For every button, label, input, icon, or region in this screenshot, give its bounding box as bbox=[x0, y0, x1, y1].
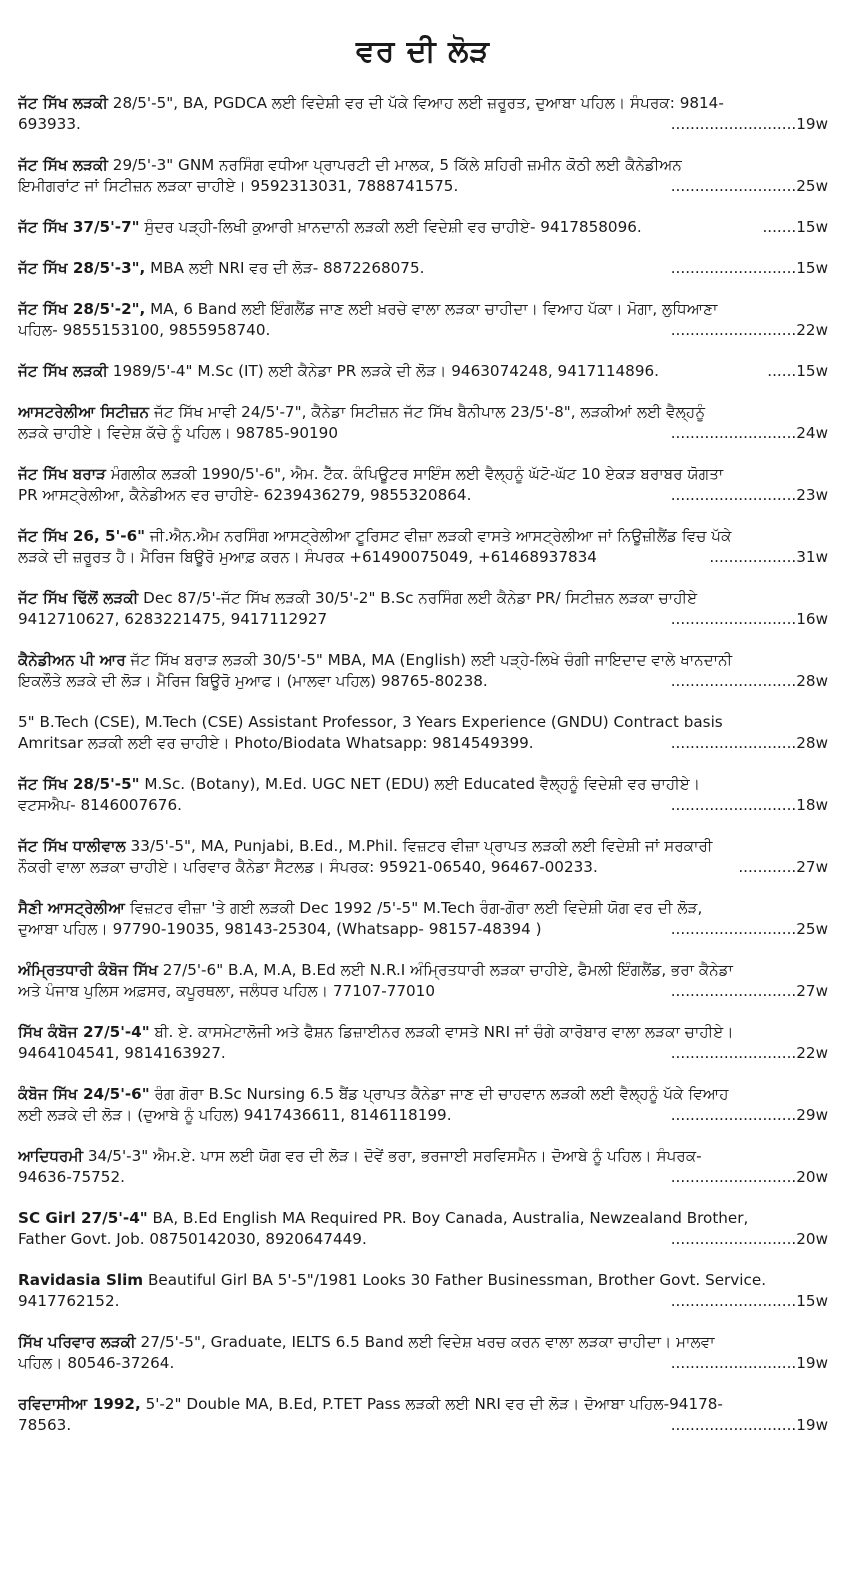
ad-code: ..........................15w bbox=[670, 1292, 828, 1310]
ad-line bbox=[18, 258, 828, 279]
ad-lead: ਆਸਟਰੇਲੀਆ ਸਿਟੀਜ਼ਨ bbox=[18, 403, 150, 421]
classified-ad bbox=[18, 1084, 828, 1126]
ad-text: ਬੀ. ਏ. ਕਾਸਮੇਟਾਲੋਜੀ ਅਤੇ ਫੈਸ਼ਨ ਡਿਜ਼ਾਈਨਰ ਲੜਕੀ ਵਾਸਤੇ NRI ਜਾਂ ਚੰਗੇ ਕਾਰੋਬਾਰ ਵਾਲਾ ਲੜਕਾ ਚਾਹੀਏ। bbox=[149, 1023, 734, 1041]
ad-line bbox=[18, 671, 828, 692]
ad-text-continued: ਅਤੇ ਪੰਜਾਬ ਪੁਲਿਸ ਅਫ਼ਸਰ, ਕਪੂਰਥਲਾ, ਜਲੰਧਰ ਪਹਿਲ। 77107-77010 bbox=[18, 982, 435, 1000]
ad-line bbox=[18, 1229, 828, 1250]
ad-code: ..........................24w bbox=[670, 424, 828, 442]
ad-text-continued: 9464104541, 9814163927. bbox=[18, 1044, 226, 1062]
ad-text: 29/5'-3" GNM ਨਰਸਿੰਗ ਵਧੀਆ ਪ੍ਰਾਪਰਟੀ ਦੀ ਮਾਲਕ, 5 ਕਿੱਲੇ ਸ਼ਹਿਰੀ ਜ਼ਮੀਨ ਕੋਠੀ ਲਈ ਕੈਨੇਡੀਅਨ bbox=[107, 156, 682, 174]
ad-line bbox=[18, 1270, 828, 1291]
ad-text: MA, 6 Band ਲਈ ਇੰਗਲੈਂਡ ਜਾਣ ਲਈ ਖ਼ਰਚੇ ਵਾਲਾ ਲੜਕਾ ਚਾਹੀਦਾ। ਵਿਆਹ ਪੱਕਾ। ਮੋਗਾ, ਲੁਧਿਆਣਾ bbox=[145, 300, 718, 318]
ad-line bbox=[18, 361, 828, 382]
ad-line bbox=[18, 464, 828, 485]
ad-line bbox=[18, 733, 828, 754]
ad-text: 33/5'-5", MA, Punjabi, B.Ed., M.Phil. ਵਿਜ਼ਟਰ ਵੀਜ਼ਾ ਪ੍ਰਾਪਤ ਲੜਕੀ ਲਈ ਵਿਦੇਸ਼ੀ ਜਾਂ ਸਰਕਾਰੀ bbox=[125, 837, 713, 855]
ad-line bbox=[18, 423, 828, 444]
ad-text-continued: ਦੁਆਬਾ ਪਹਿਲ। 97790-19035, 98143-25304, (Whatsapp- 98157-48394 ) bbox=[18, 920, 542, 938]
ad-line bbox=[18, 1415, 828, 1436]
ad-lead: ਸੈਣੀ ਆਸਟ੍ਰੇਲੀਆ bbox=[18, 899, 126, 917]
ad-code: ..........................28w bbox=[670, 672, 828, 690]
ad-code: ..........................25w bbox=[670, 920, 828, 938]
page-title: ਵਰ ਦੀ ਲੋੜ bbox=[355, 34, 491, 69]
ad-lead: SC Girl 27/5'-4" bbox=[18, 1209, 148, 1227]
ad-text: Beautiful Girl BA 5'-5"/1981 Looks 30 Father Businessman, Brother Govt. Service. bbox=[143, 1271, 767, 1289]
ad-lead: ਜੱਟ ਸਿੱਖ 26, 5'-6" bbox=[18, 527, 146, 545]
ad-line bbox=[18, 1291, 828, 1312]
classified-ad bbox=[18, 898, 828, 940]
ad-lead: ਅੰਮ੍ਰਿਤਧਾਰੀ ਕੰਬੋਜ ਸਿੱਖ bbox=[18, 961, 158, 979]
ad-code: ..........................22w bbox=[670, 321, 828, 339]
ad-line bbox=[18, 1084, 828, 1105]
ad-lead: ਕੈਨੇਡੀਅਨ ਪੀ ਆਰ bbox=[18, 651, 126, 669]
ad-text: ਜੀ.ਐਨ.ਐਮ ਨਰਸਿੰਗ ਆਸਟ੍ਰੇਲੀਆ ਟੂਰਿਸਟ ਵੀਜ਼ਾ ਲੜਕੀ ਵਾਸਤੇ ਆਸਟ੍ਰੇਲੀਆ ਜਾਂ ਨਿਊਜ਼ੀਲੈਂਡ ਵਿਚ ਪੱਕੇ bbox=[145, 527, 732, 545]
ad-lead: ਜੱਟ ਸਿੱਖ 28/5'-3", bbox=[18, 259, 146, 277]
ad-text-continued: ਵਟਸਐਪ- 8146007676. bbox=[18, 796, 182, 814]
classified-ad bbox=[18, 960, 828, 1002]
ad-text-continued: ਪਹਿਲ- 9855153100, 9855958740. bbox=[18, 321, 271, 339]
ad-code: ..........................19w bbox=[670, 115, 828, 133]
ad-line bbox=[18, 1353, 828, 1374]
ad-line bbox=[18, 981, 828, 1002]
ad-list bbox=[18, 93, 828, 1436]
ad-text: ਸੁੰਦਰ ਪੜ੍ਹੀ-ਲਿਖੀ ਕੁਆਰੀ ਖ਼ਾਨਦਾਨੀ ਲੜਕੀ ਲਈ ਵਿਦੇਸ਼ੀ ਵਰ ਚਾਹੀਏ- 9417858096. bbox=[139, 218, 642, 236]
ad-code: ..........................15w bbox=[670, 259, 828, 277]
ad-text: M.Sc. (Botany), M.Ed. UGC NET (EDU) ਲਈ Educated ਵੈਲ੍ਹਨੂੰ ਵਿਦੇਸ਼ੀ ਵਰ ਚਾਹੀਏ। bbox=[139, 775, 701, 793]
ad-line bbox=[18, 485, 828, 506]
ad-lead: ਸਿੱਖ ਪਰਿਵਾਰ ਲੜਕੀ bbox=[18, 1333, 136, 1351]
ad-lead: ਜੱਟ ਸਿੱਖ ਬਰਾੜ bbox=[18, 465, 107, 483]
ad-code: ..........................20w bbox=[670, 1168, 828, 1186]
ad-line bbox=[18, 176, 828, 197]
ad-text: 27/5'-5", Graduate, IELTS 6.5 Band ਲਈ ਵਿਦੇਸ਼ ਖਰਚ ਕਰਨ ਵਾਲਾ ਲੜਕਾ ਚਾਹੀਦਾ। ਮਾਲਵਾ bbox=[135, 1333, 715, 1351]
ad-code: ..........................23w bbox=[670, 486, 828, 504]
ad-line bbox=[18, 1332, 828, 1353]
ad-text: 1989/5'-4" M.Sc (IT) ਲਈ ਕੈਨੇਡਾ PR ਲੜਕੇ ਦੀ ਲੋੜ। 9463074248, 9417114896. bbox=[107, 362, 659, 380]
ad-lead: ਜੱਟ ਸਿੱਖ 28/5'-5" bbox=[18, 775, 140, 793]
ad-text: 27/5'-6" B.A, M.A, B.Ed ਲਈ N.R.I ਅੰਮ੍ਰਿਤਧਾਰੀ ਲੜਕਾ ਚਾਹੀਏ, ਫੈਮਲੀ ਇੰਗਲੈਂਡ, ਭਰਾ ਕੈਨੇਡਾ bbox=[157, 961, 733, 979]
ad-text: ਵਿਜ਼ਟਰ ਵੀਜ਼ਾ 'ਤੇ ਗਈ ਲੜਕੀ Dec 1992 /5'-5" M.Tech ਰੰਗ-ਗੋਰਾ ਲਈ ਵਿਦੇਸ਼ੀ ਯੋਗ ਵਰ ਦੀ ਲੋੜ, bbox=[125, 899, 703, 917]
ad-line bbox=[18, 93, 828, 114]
ad-line bbox=[18, 836, 828, 857]
ad-code: ..........................18w bbox=[670, 796, 828, 814]
ad-line bbox=[18, 526, 828, 547]
classified-ad bbox=[18, 1270, 828, 1312]
ad-text: BA, B.Ed English MA Required PR. Boy Canada, Australia, Newzealand Brother, bbox=[147, 1209, 749, 1227]
ad-code: ..........................22w bbox=[670, 1044, 828, 1062]
ad-text-continued: ਲੜਕੇ ਚਾਹੀਏ। ਵਿਦੇਸ਼ ਕੱਚੇ ਨੂੰ ਪਹਿਲ। 98785-90190 bbox=[18, 424, 338, 442]
ad-line bbox=[18, 547, 828, 568]
ad-text-continued: ਇਕਲੌਤੇ ਲੜਕੇ ਦੀ ਲੋੜ। ਮੈਰਿਜ ਬਿਊਰੋ ਮੁਆਫ। (ਮਾਲਵਾ ਪਹਿਲ) 98765-80238. bbox=[18, 672, 488, 690]
ad-text: 28/5'-5", BA, PGDCA ਲਈ ਵਿਦੇਸ਼ੀ ਵਰ ਦੀ ਪੱਕੇ ਵਿਆਹ ਲਈ ਜ਼ਰੂਰਤ, ਦੁਆਬਾ ਪਹਿਲ। ਸੰਪਰਕ: 9814- bbox=[107, 94, 724, 112]
ad-text: ਮੰਗਲੀਕ ਲੜਕੀ 1990/5'-6", ਐਮ. ਟੈੱਕ. ਕੰਪਿਊਟਰ ਸਾਇੰਸ ਲਈ ਵੈਲ੍ਹਨੂੰ ਘੱਟੋ-ਘੱਟ 10 ਏਕੜ ਬਰਾਬਰ ਯੋਗਤਾ bbox=[106, 465, 724, 483]
classified-ad bbox=[18, 588, 828, 630]
classified-ad bbox=[18, 774, 828, 816]
classified-ad bbox=[18, 258, 828, 279]
ad-text-continued: 9417762152. bbox=[18, 1292, 120, 1310]
ad-line bbox=[18, 217, 828, 238]
ad-text: ਜੱਟ ਸਿੱਖ ਮਾਵੀ 24/5'-7", ਕੈਨੇਡਾ ਸਿਟੀਜ਼ਨ ਜੱਟ ਸਿੱਖ ਬੈਨੀਪਾਲ 23/5'-8", ਲੜਕੀਆਂ ਲਈ ਵੈਲ੍ਹਨੂੰ bbox=[149, 403, 706, 421]
ad-code: ..........................27w bbox=[670, 982, 828, 1000]
ad-text: ਜੱਟ ਸਿੱਖ ਬਰਾੜ ਲੜਕੀ 30/5'-5" MBA, MA (English) ਲਈ ਪੜ੍ਹੇ-ਲਿਖੇ ਚੰਗੀ ਜਾਇਦਾਦ ਵਾਲੇ ਖਾਨਦਾਨੀ bbox=[125, 651, 733, 669]
ad-lead: ਜੱਟ ਸਿੱਖ ਧਾਲੀਵਾਲ bbox=[18, 837, 126, 855]
ad-code: .......15w bbox=[762, 218, 828, 236]
ad-text-continued: Father Govt. Job. 08750142030, 8920647449. bbox=[18, 1230, 367, 1248]
ad-lead: Ravidasia Slim bbox=[18, 1271, 144, 1289]
ad-line bbox=[18, 898, 828, 919]
ad-text: ਰੰਗ ਗੋਰਾ B.Sc Nursing 6.5 ਬੈਂਡ ਪ੍ਰਾਪਤ ਕੈਨੇਡਾ ਜਾਣ ਦੀ ਚਾਹਵਾਨ ਲੜਕੀ ਲਈ ਵੈਲ੍ਹਨੂੰ ਪੱਕੇ ਵਿਆਹ bbox=[149, 1085, 729, 1103]
ad-code: ..........................28w bbox=[670, 734, 828, 752]
ad-line bbox=[18, 114, 828, 135]
ad-text: 34/5'-3" ਐਮ.ਏ. ਪਾਸ ਲਈ ਯੋਗ ਵਰ ਦੀ ਲੋੜ। ਦੋਵੇਂ ਭਰਾ, ਭਰਜਾਈ ਸਰਵਿਸਮੈਨ। ਦੋਆਬੇ ਨੂੰ ਪਹਿਲ। ਸੰਪਰਕ- bbox=[83, 1147, 702, 1165]
ad-code: ..........................25w bbox=[670, 177, 828, 195]
ad-text: 5" B.Tech (CSE), M.Tech (CSE) Assistant Professor, 3 Years Experience (GNDU) Contract basis bbox=[18, 713, 723, 731]
ad-text-continued: ਲੜਕੇ ਦੀ ਜ਼ਰੂਰਤ ਹੈ। ਮੈਰਿਜ ਬਿਊਰੋ ਮੁਆਫ਼ ਕਰਨ। ਸੰਪਰਕ +61490075049, +61468937834 bbox=[18, 548, 597, 566]
ad-line bbox=[18, 1022, 828, 1043]
ad-lead: ਜੱਟ ਸਿੱਖ 28/5'-2", bbox=[18, 300, 146, 318]
ad-line bbox=[18, 1105, 828, 1126]
ad-line bbox=[18, 795, 828, 816]
ad-code: ......15w bbox=[767, 362, 828, 380]
classified-ad bbox=[18, 836, 828, 878]
ad-code: ..........................29w bbox=[670, 1106, 828, 1124]
ad-code: ..........................19w bbox=[670, 1416, 828, 1434]
ad-line bbox=[18, 320, 828, 341]
classified-ad bbox=[18, 1208, 828, 1250]
ad-text: Dec 87/5'-ਜੱਟ ਸਿੱਖ ਲੜਕੀ 30/5'-2" B.Sc ਨਰਸਿੰਗ ਲਈ ਕੈਨੇਡਾ PR/ ਸਿਟੀਜ਼ਨ ਲੜਕਾ ਚਾਹੀਏ bbox=[138, 589, 698, 607]
ad-text-continued: ਪਹਿਲ। 80546-37264. bbox=[18, 1354, 175, 1372]
classified-ad bbox=[18, 1394, 828, 1436]
ad-code: ..........................19w bbox=[670, 1354, 828, 1372]
ad-text-continued: ਨੌਕਰੀ ਵਾਲਾ ਲੜਕਾ ਚਾਹੀਏ। ਪਰਿਵਾਰ ਕੈਨੇਡਾ ਸੈਟਲਡ। ਸੰਪਰਕ: 95921-06540, 96467-00233. bbox=[18, 858, 598, 876]
ad-line bbox=[18, 650, 828, 671]
classified-ad bbox=[18, 712, 828, 754]
ad-line bbox=[18, 299, 828, 320]
ad-code: ..........................20w bbox=[670, 1230, 828, 1248]
classified-ad bbox=[18, 526, 828, 568]
classified-ad bbox=[18, 1146, 828, 1188]
ad-code: ............27w bbox=[738, 858, 828, 876]
ad-line bbox=[18, 1394, 828, 1415]
classified-ad bbox=[18, 650, 828, 692]
classified-ad bbox=[18, 1332, 828, 1374]
classified-ad bbox=[18, 155, 828, 197]
ad-line bbox=[18, 1043, 828, 1064]
ad-lead: ਜੱਟ ਸਿੱਖ ਢਿੱਲੋਂ ਲੜਕੀ bbox=[18, 589, 139, 607]
ad-line bbox=[18, 155, 828, 176]
ad-line bbox=[18, 919, 828, 940]
classified-ad bbox=[18, 217, 828, 238]
ad-text-wrap bbox=[18, 258, 424, 279]
ad-text: MBA ਲਈ NRI ਵਰ ਦੀ ਲੋੜ- 8872268075. bbox=[145, 259, 425, 277]
ad-lead: ਰਵਿਦਾਸੀਆ 1992, bbox=[18, 1395, 141, 1413]
ad-line bbox=[18, 774, 828, 795]
classified-ad bbox=[18, 93, 828, 135]
ad-line bbox=[18, 1167, 828, 1188]
ad-text-continued: Amritsar ਲੜਕੀ ਲਈ ਵਰ ਚਾਹੀਏ। Photo/Biodata Whatsapp: 9814549399. bbox=[18, 734, 534, 752]
ad-lead: ਜੱਟ ਸਿੱਖ ਲੜਕੀ bbox=[18, 156, 108, 174]
ad-lead: ਆਦਿਧਰਮੀ bbox=[18, 1147, 84, 1165]
ad-text-continued: 94636-75752. bbox=[18, 1168, 125, 1186]
classified-ad bbox=[18, 464, 828, 506]
ad-line bbox=[18, 1146, 828, 1167]
ad-text-continued: 9412710627, 6283221475, 9417112927 bbox=[18, 610, 328, 628]
ad-text-wrap bbox=[18, 361, 659, 382]
ad-line bbox=[18, 402, 828, 423]
ad-line bbox=[18, 712, 828, 733]
classified-ad bbox=[18, 1022, 828, 1064]
ad-text-continued: 78563. bbox=[18, 1416, 72, 1434]
ad-text-wrap bbox=[18, 217, 642, 238]
ad-line bbox=[18, 609, 828, 630]
ad-lead: ਜੱਟ ਸਿੱਖ 37/5'-7" bbox=[18, 218, 140, 236]
ad-text: 5'-2" Double MA, B.Ed, P.TET Pass ਲੜਕੀ ਲਈ NRI ਵਰ ਦੀ ਲੋੜ। ਦੋਆਬਾ ਪਹਿਲ-94178- bbox=[140, 1395, 723, 1413]
ad-lead: ਜੱਟ ਸਿੱਖ ਲੜਕੀ bbox=[18, 94, 108, 112]
ad-code: ..................31w bbox=[709, 548, 828, 566]
classified-ad bbox=[18, 402, 828, 444]
ad-line bbox=[18, 588, 828, 609]
classified-ad bbox=[18, 361, 828, 382]
ad-code: ..........................16w bbox=[670, 610, 828, 628]
ad-text-continued: PR ਆਸਟ੍ਰੇਲੀਆ, ਕੈਨੇਡੀਅਨ ਵਰ ਚਾਹੀਏ- 6239436279, 9855320864. bbox=[18, 486, 472, 504]
ad-line bbox=[18, 857, 828, 878]
ad-lead: ਕੰਬੋਜ ਸਿੱਖ 24/5'-6" bbox=[18, 1085, 150, 1103]
ad-text-continued: ਲਈ ਲੜਕੇ ਦੀ ਲੋੜ। (ਦੁਆਬੇ ਨੂੰ ਪਹਿਲ) 9417436611, 8146118199. bbox=[18, 1106, 452, 1124]
ad-line bbox=[18, 960, 828, 981]
classified-ad bbox=[18, 299, 828, 341]
ad-lead: ਸਿੱਖ ਕੰਬੋਜ 27/5'-4" bbox=[18, 1023, 150, 1041]
ad-text-continued: ਇਮੀਗਰਾਂਟ ਜਾਂ ਸਿਟੀਜ਼ਨ ਲੜਕਾ ਚਾਹੀਏ। 9592313031, 7888741575. bbox=[18, 177, 459, 195]
ad-line bbox=[18, 1208, 828, 1229]
ad-text-continued: 693933. bbox=[18, 115, 81, 133]
ad-lead: ਜੱਟ ਸਿੱਖ ਲੜਕੀ bbox=[18, 362, 108, 380]
